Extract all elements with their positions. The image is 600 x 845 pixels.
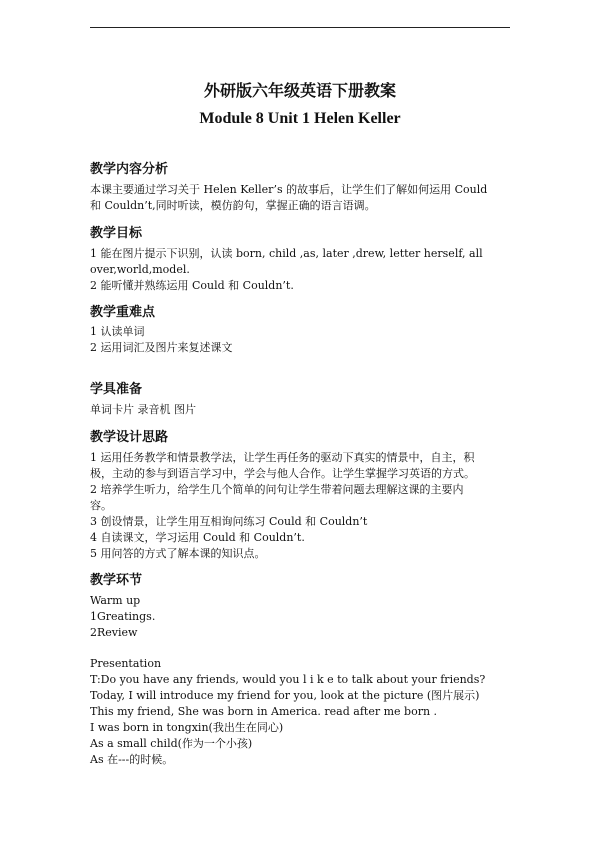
materials-line: 单词卡片 录音机 图片	[90, 403, 196, 416]
goals-line: over,world,model.	[90, 263, 190, 276]
design-line: 5 用问答的方式了解本课的知识点。	[90, 547, 266, 560]
warmup-line: 1Greatings.	[90, 610, 156, 623]
warmup-line: 2Review	[90, 626, 138, 639]
analysis-line: 和 Couldn’t,同时听读，模仿韵句，掌握正确的语言语调。	[90, 199, 376, 212]
presentation-line: As a small child(作为一个小孩)	[90, 737, 253, 750]
presentation-line: T:Do you have any friends, would you l i k e to talk about your friends?	[90, 673, 486, 686]
presentation-line: As 在---的时候。	[90, 753, 174, 766]
design-line: 极，主动的参与到语言学习中，学会与他人合作。让学生掌握学习英语的方式。	[90, 467, 475, 480]
heading-design: 教学设计思路	[90, 430, 169, 445]
presentation-line: Presentation	[90, 657, 162, 670]
goals-line: 1 能在图片提示下识别，认读 born, child ,as, later ,drew, letter herself, all	[90, 247, 483, 260]
analysis-line: 本课主要通过学习关于 Helen Keller’s 的故事后，让学生们了解如何运用 Could	[90, 183, 488, 196]
design-line: 3 创设情景，让学生用互相询问练习 Could 和 Couldn’t	[90, 515, 368, 528]
presentation-line: This my friend, She was born in America. read after me born .	[90, 705, 438, 718]
design-line: 4 自读课文，学习运用 Could 和 Couldn’t.	[90, 531, 305, 544]
heading-key-points: 教学重难点	[90, 305, 156, 320]
goals-line: 2 能听懂并熟练运用 Could 和 Couldn’t.	[90, 279, 294, 292]
design-line: 容。	[90, 499, 112, 512]
header-rule	[90, 27, 510, 28]
presentation-line: I was born in tongxin(我出生在同心)	[90, 721, 284, 734]
design-line: 1 运用任务教学和情景教学法，让学生再任务的驱动下真实的情景中，自主，积	[90, 451, 475, 464]
presentation-line: Today, I will introduce my friend for you, look at the picture (图片展示)	[90, 689, 480, 702]
warmup-line: Warm up	[90, 594, 141, 607]
heading-procedure: 教学环节	[90, 573, 143, 588]
document-title-cn: 外研版六年级英语下册教案	[203, 81, 396, 100]
design-line: 2 培养学生听力，给学生几个简单的问句让学生带着问题去理解这课的主要内	[90, 483, 464, 496]
document-title-en: Module 8 Unit 1 Helen Keller	[199, 110, 401, 127]
heading-analysis: 教学内容分析	[90, 162, 169, 177]
heading-materials: 学具准备	[90, 382, 143, 397]
key-points-line: 2 运用词汇及图片来复述课文	[90, 341, 233, 354]
key-points-line: 1 认读单词	[90, 325, 145, 338]
heading-goals: 教学目标	[90, 226, 143, 241]
